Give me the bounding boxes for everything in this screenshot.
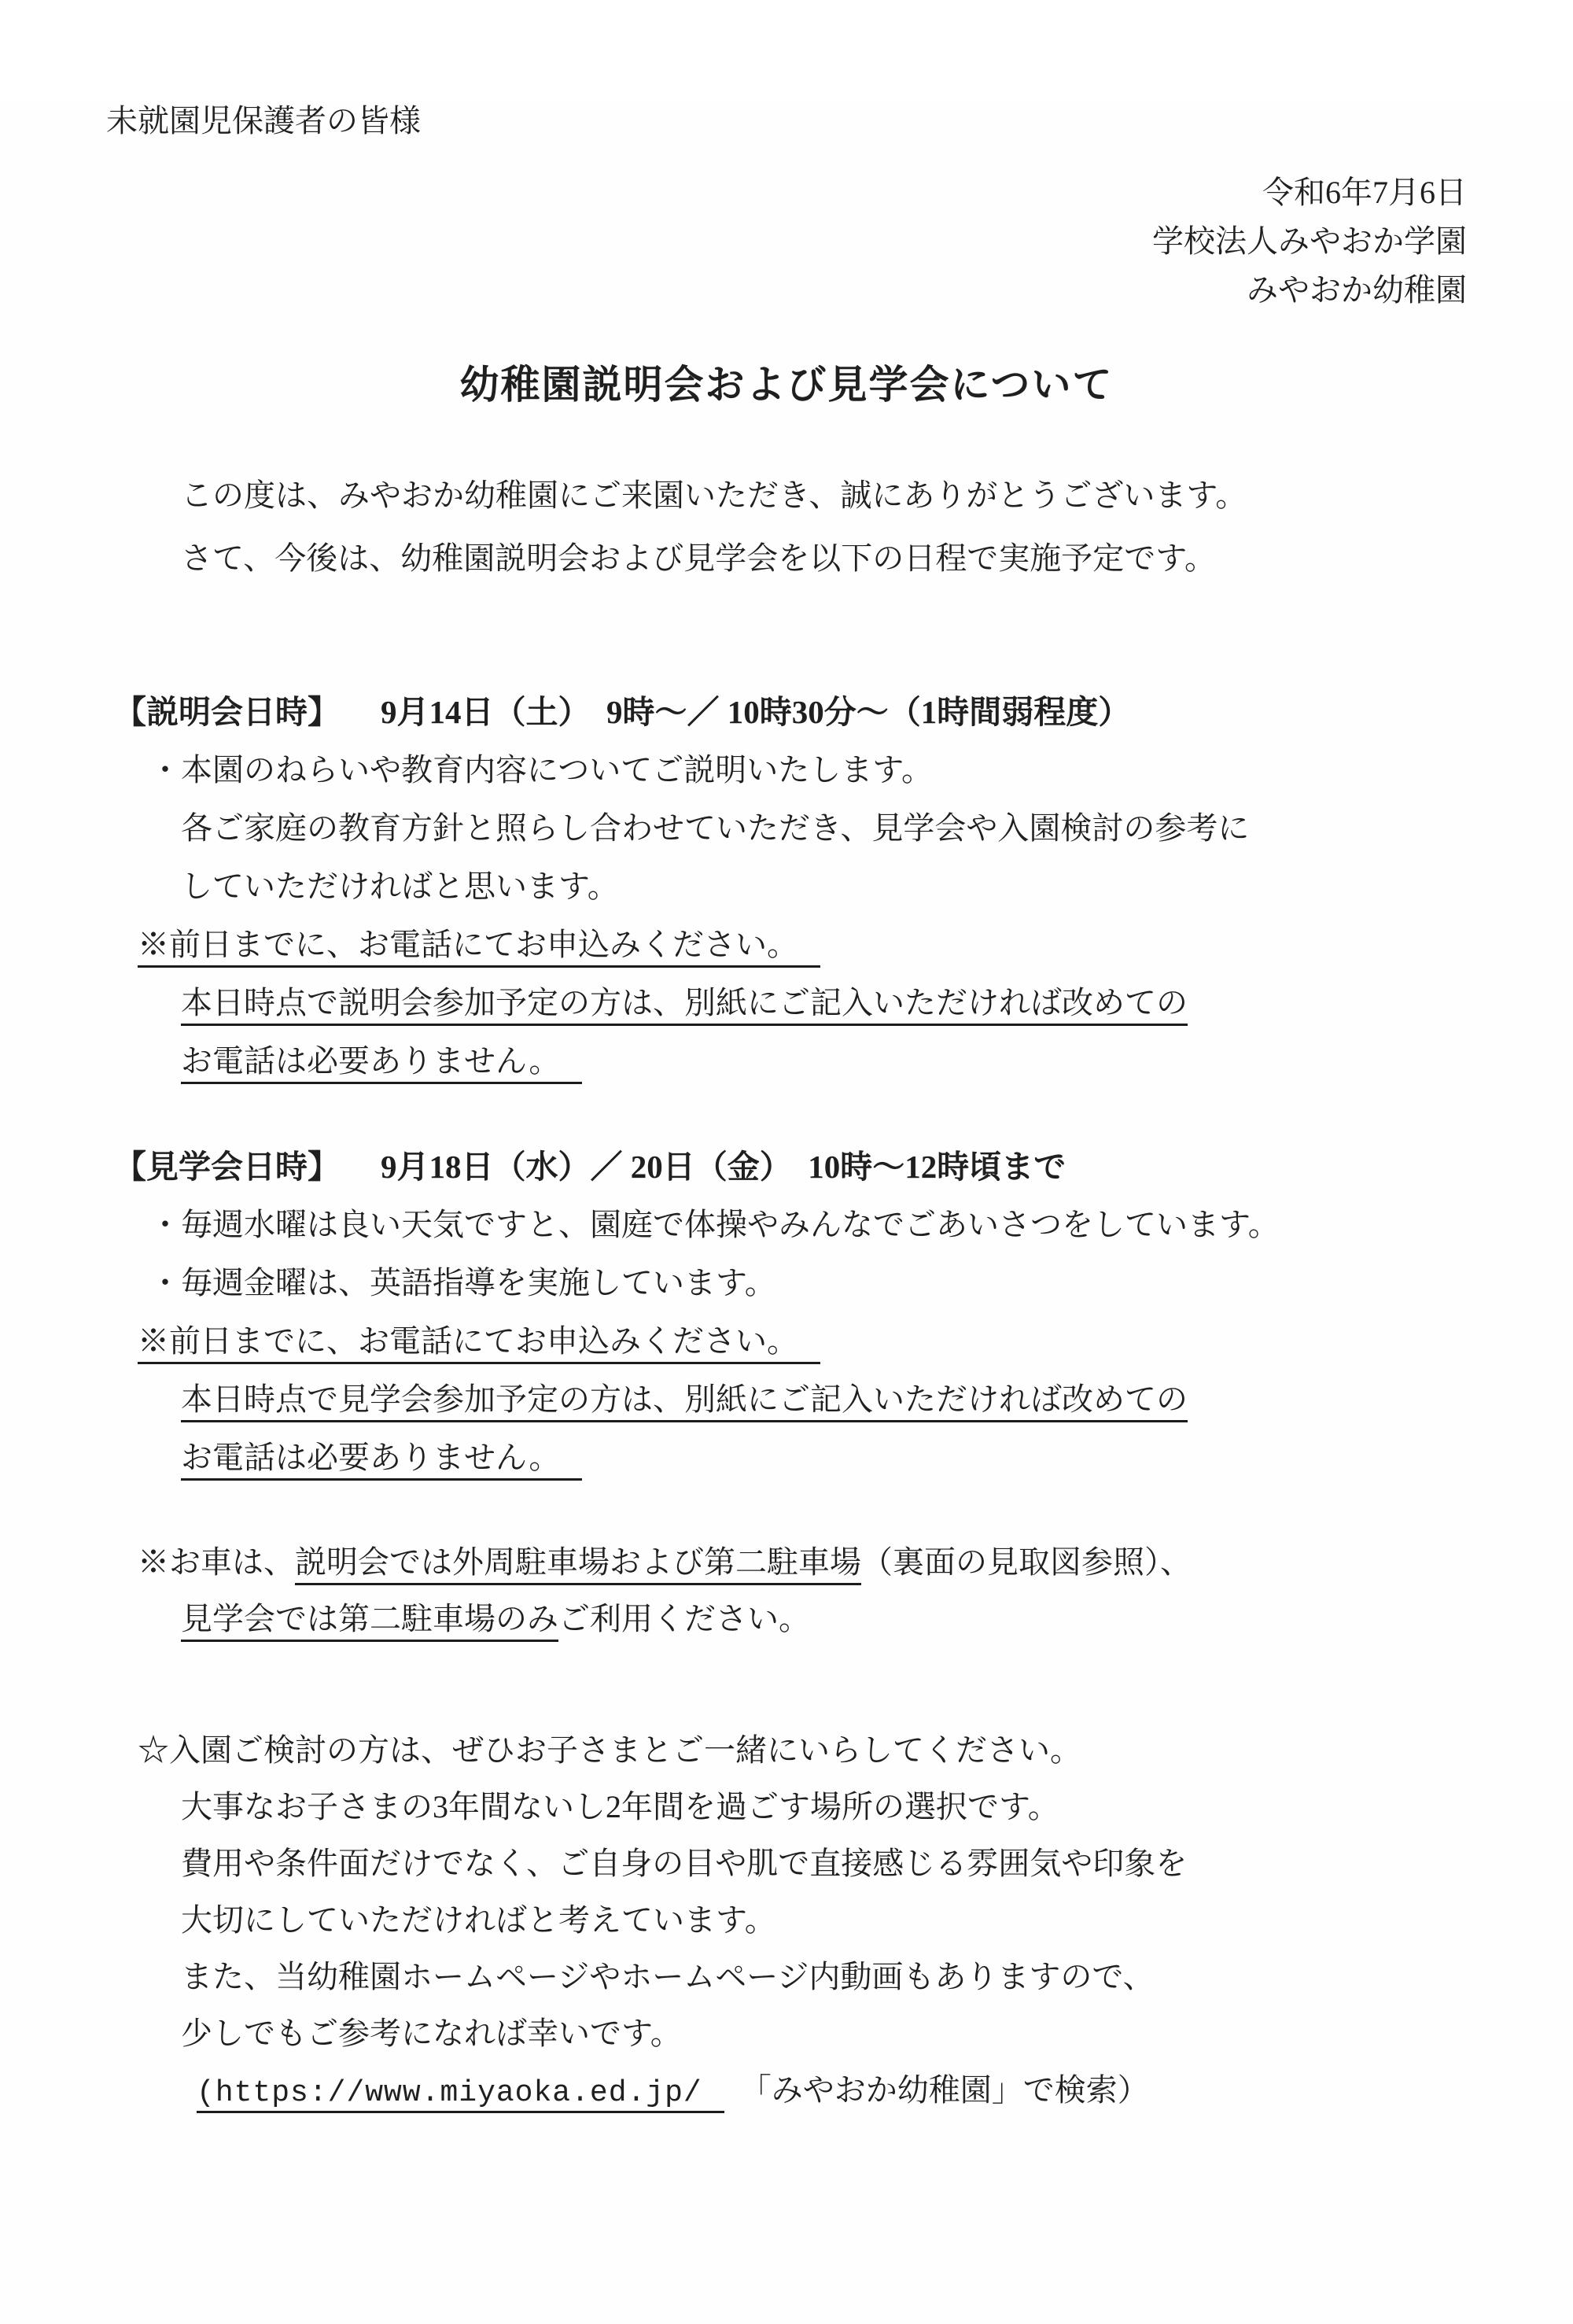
closing-line: 費用や条件面だけでなく、ご自身の目や肌で直接感じる雰囲気や印象を [181,1846,1188,1881]
document-title: 幼稚園説明会および見学会について [459,363,1114,407]
website-line [106,2062,1467,2122]
meeting-bullet: ・本園のねらいや教育内容についてご説明いたします。 [149,752,933,788]
meeting-note-underlined: お電話は必要ありません。 [181,1043,582,1084]
addressee-line: 未就園児保護者の皆様 [106,103,421,138]
date-issuer-block [106,168,1467,315]
tour-note-underlined: 本日時点で見学会参加予定の方は、別紙にご記入いただければ改めての [181,1381,1188,1422]
meeting-note-line [106,974,1467,1032]
parking-line: ※お車は、説明会では外周駐車場および第二駐車場（裏面の見取図参照）、 [106,1534,1467,1591]
note-mark: ※ [138,1323,169,1359]
tour-datetime: 9月18日（水）／ 20日（金） 10時～12時頃まで [381,1149,1066,1185]
meeting-section [106,683,1467,1090]
closing-line: 少しでもご参考になれば幸いです。 [181,2016,682,2051]
meeting-note-line [106,1032,1467,1090]
paren-open: ( [197,2076,216,2110]
intro-paragraph [106,464,1467,590]
intro-line: この度は、みやおか幼稚園にご来園いただき、誠にありがとうございます。 [181,478,1247,513]
closing-line: ☆入園ご検討の方は、ぜひお子さまとご一緒にいらしてください。 [138,1732,1081,1768]
meeting-bullet-cont: 各ご家庭の教育方針と照らし合わせていただき、見学会や入園検討の参考に [181,810,1250,846]
search-hint: 「みやおか幼稚園」で検索） [724,2072,1149,2108]
tour-note-underlined: お電話は必要ありません。 [181,1440,582,1481]
date-line: 令和6年7月6日 [1262,175,1467,210]
parking-underlined-tour-lot: 見学会では第二駐車場のみ [181,1601,558,1642]
intro-line: さて、今後は、幼稚園説明会および見学会を以下の日程で実施予定です。 [181,540,1216,576]
tour-note-underlined: ※前日までに、お電話にてお申込みください。 [138,1323,820,1364]
tour-section [106,1138,1467,1487]
scanned-letter-page [0,102,1573,2324]
meeting-heading [106,683,1467,741]
meeting-note-underlined: 本日時点で説明会参加予定の方は、別紙にご記入いただければ改めての [181,985,1188,1026]
note-mark: ※ [138,927,169,962]
tour-bullet: ・毎週水曜は良い天気ですと、園庭で体操やみんなでごあいさつをしています。 [149,1207,1280,1242]
star-mark: ☆ [138,1732,169,1768]
tour-label: 【見学会日時】 [114,1149,340,1185]
meeting-note-underlined: ※前日までに、お電話にてお申込みください。 [138,927,820,968]
parking-underlined-meeting-lots: 説明会では外周駐車場および第二駐車場 [295,1544,861,1585]
closing-line: 大切にしていただければと考えています。 [181,1902,776,1938]
parking-line: 見学会では第二駐車場のみご利用ください。 [106,1591,1467,1647]
issuer-line-school: 学校法人みやおか学園 [1152,223,1467,259]
tour-bullet: ・毎週金曜は、英語指導を実施しています。 [149,1265,776,1300]
closing-line: 大事なお子さまの3年間ないし2年間を過ごす場所の選択です。 [181,1789,1059,1824]
note-mark: ※ [138,1544,169,1580]
meeting-bullet-cont: していただければと思います。 [181,869,619,904]
closing-line: また、当幼稚園ホームページやホームページ内動画もありますので、 [181,1959,1155,1994]
issuer-line-kindergarten: みやおか幼稚園 [1247,272,1467,308]
tour-note-line [106,1312,1467,1370]
closing-section [106,1722,1467,2122]
meeting-label: 【説明会日時】 [114,694,340,730]
website-url-underlined [197,2072,724,2113]
parking-note-section [106,1534,1467,1647]
tour-note-line [106,1429,1467,1487]
tour-note-line [106,1370,1467,1429]
meeting-note-line [106,916,1467,974]
website-url: https://www.miyaoka.ed.jp/ [215,2076,702,2110]
meeting-datetime: 9月14日（土） 9時～／ 10時30分～（1時間弱程度） [381,694,1131,730]
tour-heading [106,1138,1467,1196]
